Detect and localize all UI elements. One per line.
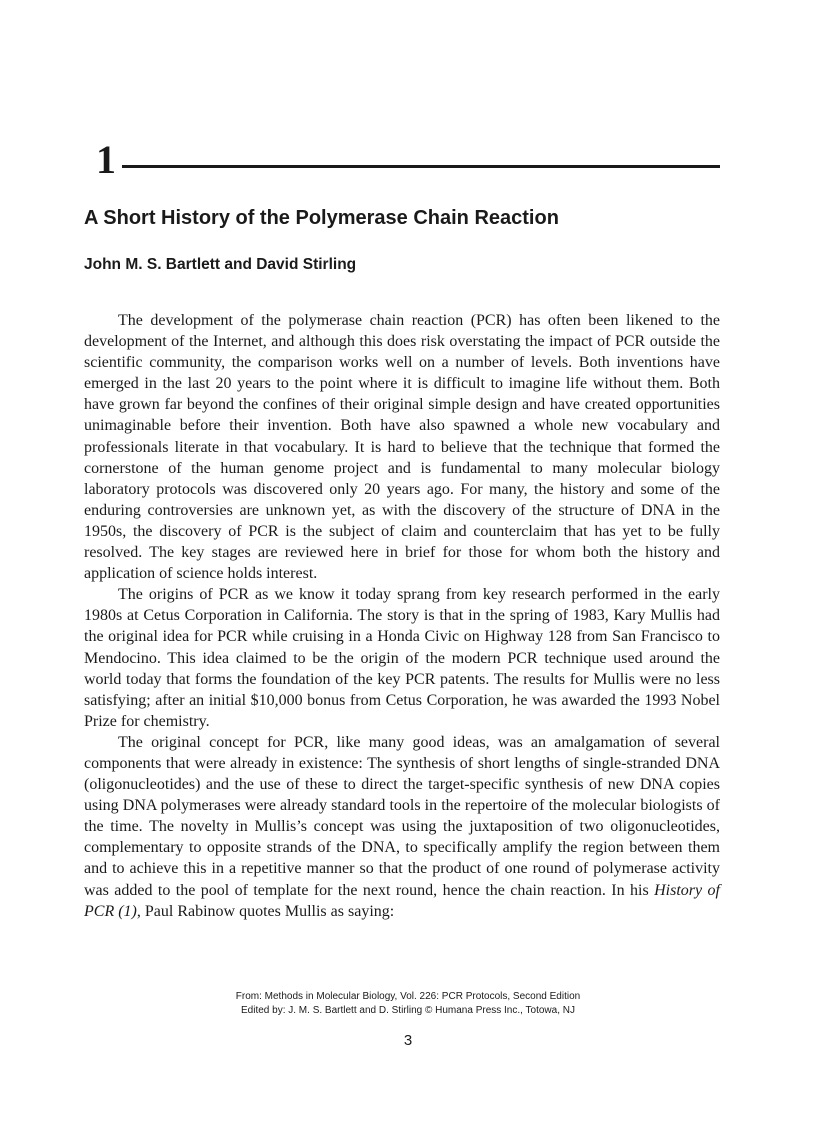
paragraph-3-tail: , Paul Rabinow quotes Mullis as saying: — [136, 902, 395, 920]
paragraph-1: The development of the polymerase chain reaction (PCR) has often been likened to the development of the Internet, and although this does risk overstating the impact of PCR outside the scientific community, the comparison works well on a number of levels. Both inventions have emerged in the last 20 years to the point where it is difficult to imagine life without them. Both have grown far beyond the confines of their original simple design and have created opportunities unimaginable before their invention. Both have also spawned a whole new vocabulary and professionals literate in that vocabulary. It is hard to believe that the technique that formed the cornerstone of the human genome project and is fundamental to many molecular biology laboratory protocols was discovered only 20 years ago. For many, the history and some of the enduring controversies are unknown yet, as with the discovery of the structure of DNA in the 1950s, the discovery of PCR is the subject of claim and counterclaim that has yet to be fully resolved. The key stages are reviewed here in brief for those for whom both the history and application of science holds interest. — [84, 312, 720, 583]
paragraph-3 — [84, 732, 720, 922]
citation-history-of-pcr: History of PCR (1) — [84, 881, 720, 920]
chapter-rule — [122, 165, 720, 168]
source-footnote — [0, 990, 816, 1017]
chapter-title: A Short History of the Polymerase Chain Reaction — [84, 207, 559, 229]
chapter-authors: John M. S. Bartlett and David Stirling — [84, 256, 357, 273]
paragraph-2: The origins of PCR as we know it today sprang from key research performed in the early 1980s at Cetus Corporation in California. The story is that in the spring of 1983, Kary Mullis had the original idea for PCR while cruising in a Honda Civic on Highway 128 from San Francisco to Mendocino. This idea claimed to be the origin of the modern PCR technique used around the world today that forms the foundation of the key PCR patents. The results for Mullis were no less satisfying; after an initial $10,000 bonus from Cetus Corporation, he was awarded the 1993 Nobel Prize for chemistry. — [84, 586, 720, 730]
page-number: 3 — [403, 1032, 413, 1049]
chapter-number: 1 — [96, 137, 116, 182]
body-text — [84, 310, 720, 922]
source-line-1: From: Methods in Molecular Biology, Vol. 226: PCR Protocols, Second Edition — [235, 991, 581, 1002]
paragraph-3-text: The original concept for PCR, like many good ideas, was an amalgamation of several components that were already in existence: The synthesis of short lengths of single-stranded DNA (oligonucleotides) and the use of these to direct the target-specific synthesis of new DNA copies using DNA polymerases were already standard tools in the repertoire of the molecular biologists of the time. The novelty in Mullis’s concept was using the juxtaposition of two oligonucleotides, complementary to opposite strands of the DNA, to specifically amplify the region between them and to achieve this in a repetitive manner so that the product of one round of polymerase activity was added to the pool of template for the next round, hence the chain reaction. In his — [84, 733, 720, 899]
source-line-2: Edited by: J. M. S. Bartlett and D. Stirling © Humana Press Inc., Totowa, NJ — [241, 1004, 575, 1016]
